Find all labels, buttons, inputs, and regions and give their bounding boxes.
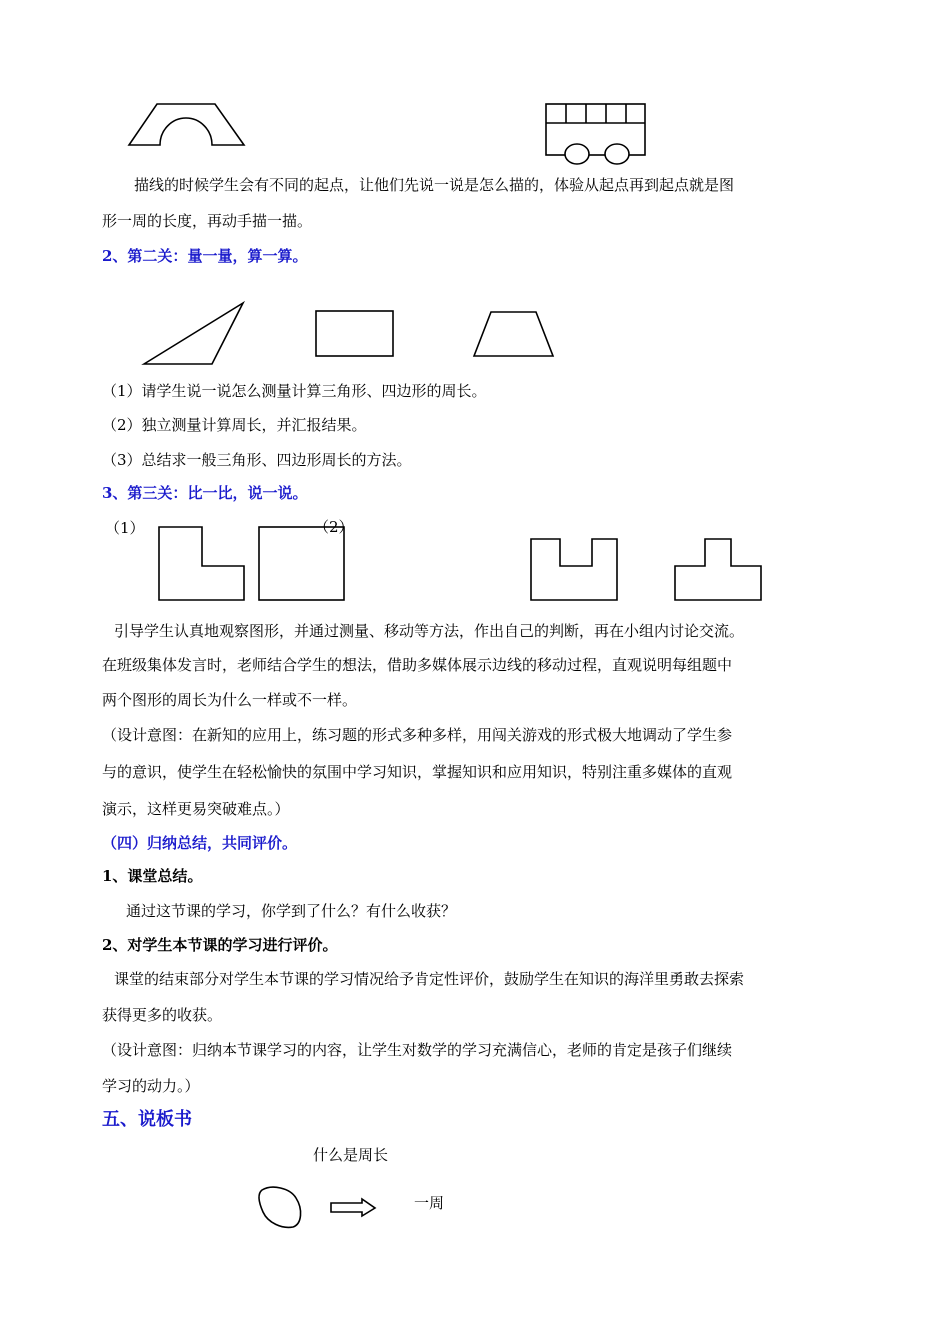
group1-label: （1） (105, 519, 145, 537)
section4-intent-2: 学习的动力。） (102, 1077, 200, 1095)
level3-heading: 3、第三关：比一比，说一说。 (102, 484, 308, 502)
section4-item2-title: 2、对学生本节课的学习进行评价。 (102, 936, 338, 954)
level2-step-3: （3）总结求一般三角形、四边形周长的方法。 (102, 451, 412, 469)
level2-heading: 2、第二关：量一量，算一算。 (102, 247, 308, 265)
section4-intent-1: （设计意图：归纳本节课学习的内容，让学生对数学的学习充满信心，老师的肯定是孩子们继续 (102, 1041, 733, 1059)
leaf-shape (259, 1187, 301, 1227)
section4-heading: （四）归纳总结，共同评价。 (102, 834, 298, 852)
level2-step-1: （1）请学生说一说怎么测量计算三角形、四边形的周长。 (102, 382, 487, 400)
level3-para-2: 在班级集体发言时，老师结合学生的想法，借助多媒体展示边线的移动过程，直观说明每组题中 (102, 656, 733, 674)
section4-item2-para-1: 课堂的结束部分对学生本节课的学习情况给予肯定性评价，鼓励学生在知识的海洋里勇敢去探索 (114, 970, 745, 988)
level3-para-3: 两个图形的周长为什么一样或不一样。 (102, 691, 358, 709)
level2-step-2: （2）独立测量计算周长，并汇报结果。 (102, 416, 367, 434)
level3-intent-1: （设计意图：在新知的应用上，练习题的形式多种多样，用闯关游戏的形式极大地调动了学生参 (102, 726, 733, 744)
section5-heading: 五、说板书 (102, 1109, 192, 1130)
level3-para-1: 引导学生认真地观察图形，并通过测量、移动等方法，作出自己的判断，再在小组内讨论交流。 (114, 622, 745, 640)
board-title: 什么是周长 (313, 1146, 389, 1164)
intro-line-2: 形一周的长度，再动手描一描。 (102, 212, 313, 230)
arrow-icon (331, 1199, 375, 1216)
section4-item2-para-2: 获得更多的收获。 (102, 1006, 223, 1024)
intro-line-1: 描线的时候学生会有不同的起点，让他们先说一说是怎么描的，体验从起点再到起点就是图 (134, 176, 735, 194)
board-result: 一周 (414, 1194, 445, 1212)
section4-item1-title: 1、课堂总结。 (102, 867, 203, 885)
level3-intent-2: 与的意识，使学生在轻松愉快的氛围中学习知识，掌握知识和应用知识，特别注重多媒体的直观 (102, 763, 733, 781)
level3-intent-3: 演示，这样更易突破难点。） (102, 800, 290, 818)
section4-item1-text: 通过这节课的学习，你学到了什么？有什么收获？ (126, 902, 457, 920)
group2-label: （2） (314, 518, 354, 536)
